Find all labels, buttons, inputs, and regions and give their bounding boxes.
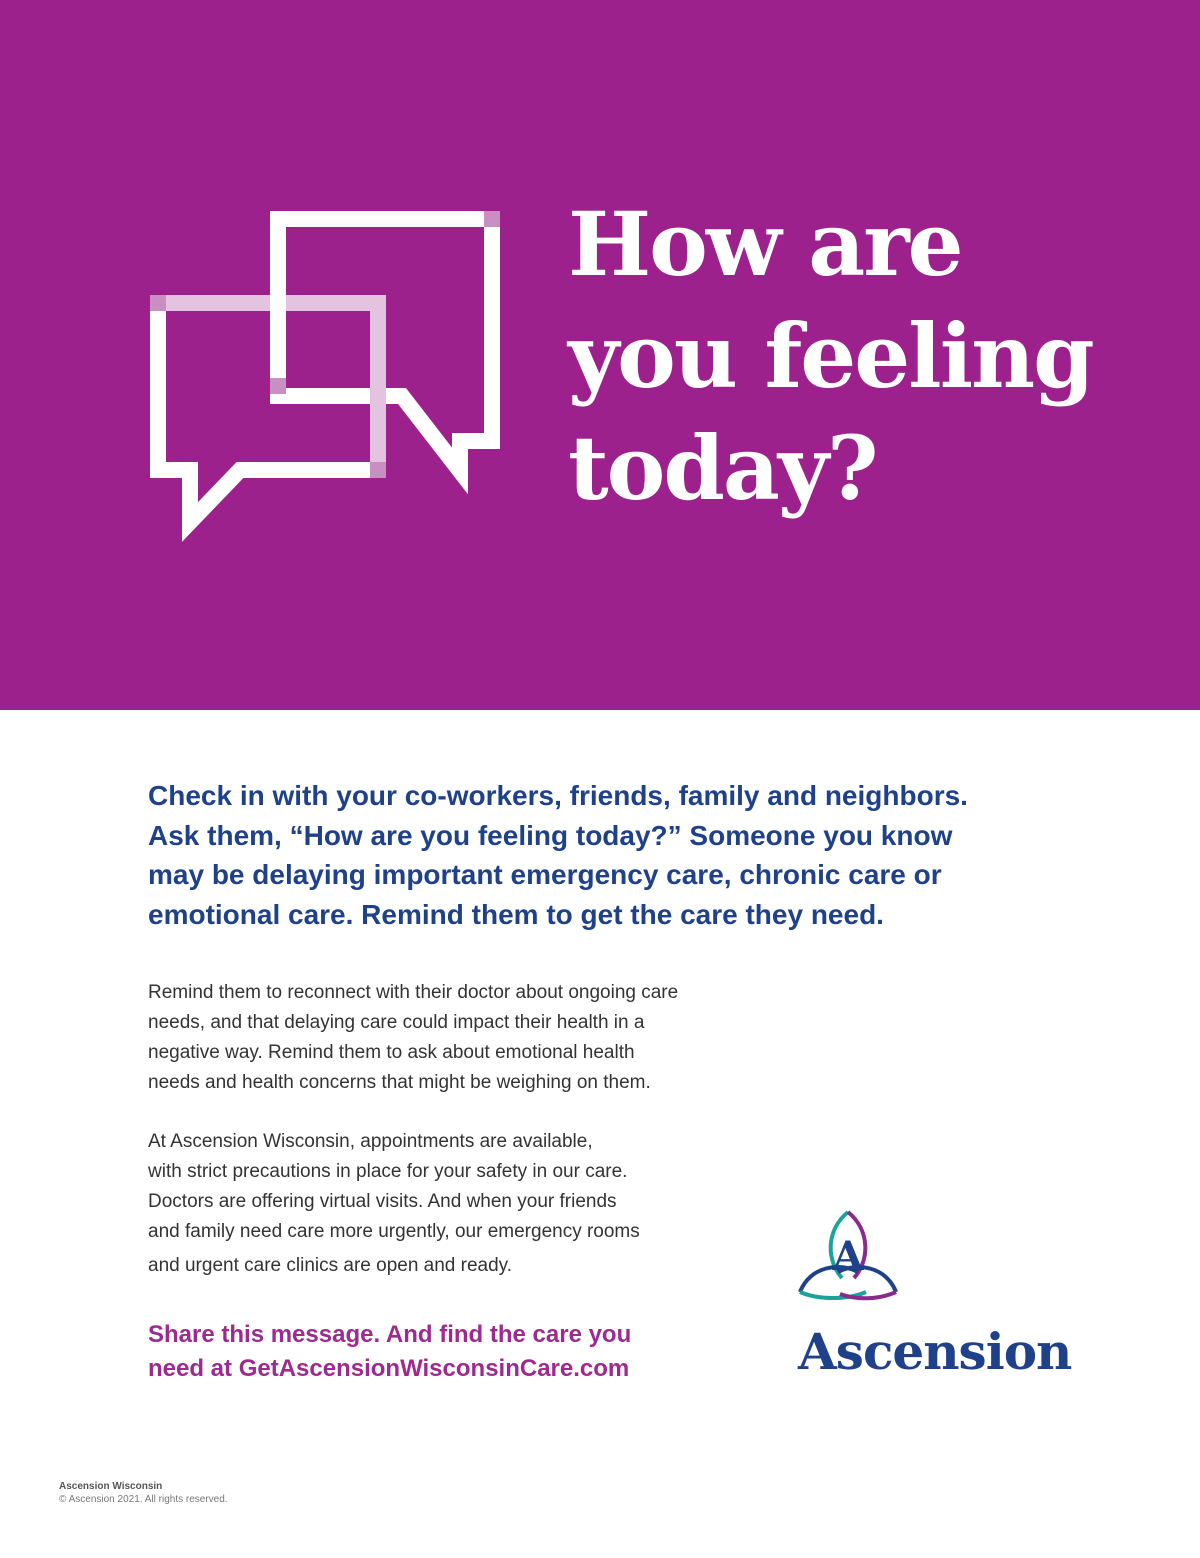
lead-line: Ask them, “How are you feeling today?” Someone you know — [148, 819, 953, 851]
ascension-wordmark: Ascension — [798, 1322, 1072, 1381]
headline-line: you feeling — [568, 304, 1093, 408]
lead-paragraph — [148, 776, 1048, 934]
body-paragraph-reconnect — [148, 978, 788, 1098]
headline-line: today? — [568, 416, 877, 520]
footer — [59, 1480, 228, 1506]
headline-line: How are — [568, 192, 962, 296]
body-line: negative way. Remind them to ask about emotional health — [148, 1042, 635, 1063]
lead-line: may be delaying important emergency care, chronic care or — [148, 859, 942, 890]
body-line: Doctors are offering virtual visits. And when your friends — [148, 1191, 617, 1212]
body-line: and family need care more urgently, our emergency rooms — [148, 1221, 640, 1242]
body-line: and urgent care clinics are open and ready. — [148, 1255, 513, 1276]
lead-line: Check in with your co-workers, friends, family and neighbors. — [148, 780, 968, 811]
ascension-trinity-logo-icon — [796, 1208, 900, 1304]
body-paragraph-appointments — [148, 1127, 788, 1281]
logo-letter: A — [832, 1233, 864, 1280]
headline — [568, 188, 1188, 524]
body-line: needs and health concerns that might be weighing on them. — [148, 1072, 651, 1093]
body-line: At Ascension Wisconsin, appointments are available, — [148, 1131, 593, 1152]
footer-copyright: © Ascension 2021. All rights reserved. — [59, 1494, 228, 1505]
hero-banner — [0, 0, 1200, 710]
overlapping-speech-bubbles-icon — [140, 200, 520, 545]
cta-line: need at GetAscensionWisconsinCare.com — [148, 1355, 630, 1382]
cta-line: Share this message. And find the care you — [148, 1321, 632, 1348]
lead-line: emotional care. Remind them to get the care they need. — [148, 898, 884, 930]
body-line: with strict precautions in place for your safety in our care. — [148, 1161, 628, 1182]
body-line: Remind them to reconnect with their doctor about ongoing care — [148, 982, 679, 1003]
footer-organization: Ascension Wisconsin — [59, 1481, 163, 1492]
body-line: needs, and that delaying care could impact their health in a — [148, 1012, 645, 1033]
call-to-action — [148, 1318, 768, 1386]
